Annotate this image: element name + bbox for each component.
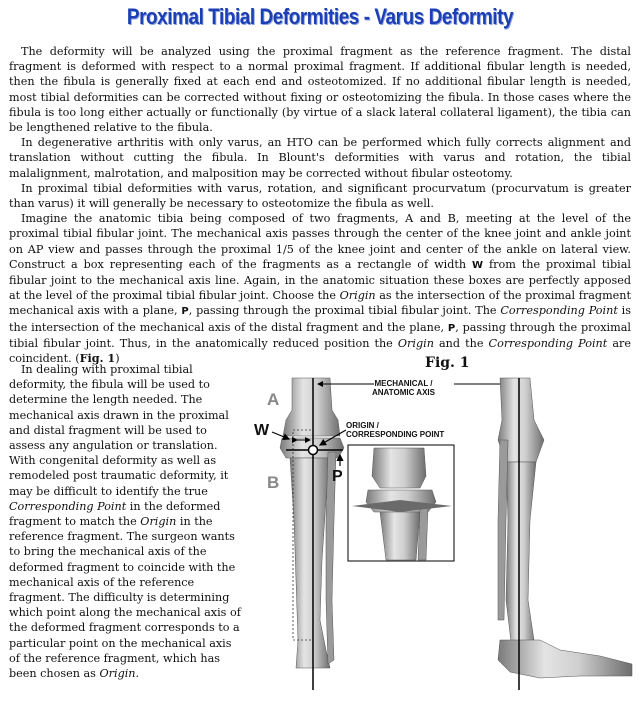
lateral-leg [498,378,632,678]
femur-bone [283,378,340,436]
p4-corr2: Corresponding Point [488,336,608,350]
axis-label-line-2: ANATOMIC AXIS [372,388,435,397]
p5-corr: Corresponding Point [9,499,127,513]
label-a: A [267,390,280,409]
p4-text-c: as the intersection of the proximal fragment mechanical axis with a plane, [9,289,631,318]
origin-label-line-1: ORIGIN / [346,421,379,430]
p4-w: W [472,259,484,271]
paragraph-3: In proximal tibial deformities with varus, rotation, and significant procurvatum (procurvatum is greater than varus) it will generally be necessary to osteotomize the fibula as well. [9,181,631,211]
p4-text-b: from the proximal tibial fibular joint to the mechanical axis line. Again, in the anatomic situation these boxes are perfectly apposed at the level of the proximal tibial fibular joint. Choose the [9,257,631,303]
p4-text-a: Imagine the anatomic tibia being composed of two fragments, A and B, meeting at the level of the proximal tibial fibular joint. The mechanical axis passes through the center of the knee joint and ankle joint on AP view and passes through the proximal 1/5 of the knee joint and center of the ankle on lateral view. Construct a box representing each of the fragments as a rectangle of width [9,212,631,271]
p4-text-h: are coincident. ( [9,336,631,366]
p4-fig-ref: Fig. 1 [79,351,116,366]
label-p: P [332,468,343,485]
label-b: B [267,473,280,492]
p4-text-e: is the intersection of the mechanical axis of the distal fragment and the plane, [9,304,631,334]
p4-origin2: Origin [397,336,434,350]
p4-text-d: , passing through the proximal tibial fibular joint. The [188,304,501,318]
page-title: Proximal Tibial Deformities - Varus Deformity [126,4,514,29]
axis-label [372,379,435,397]
p4-p2: P [447,322,456,334]
p4-text-g: and the [433,336,489,350]
p4-corr: Corresponding Point [500,304,618,318]
p5-text-d: . [135,667,140,681]
origin-label-line-2: CORRESPONDING POINT [346,430,445,439]
p5-origin2: Origin [99,667,136,681]
paragraph-2: In degenerative arthritis with only varus, an HTO can be performed which fully corrects alignment and translation without cutting the fibula. In Blount's deformities with varus and rotation, the tibial malalignment, malrotation, and malposition may be corrected without fibular osteotomy. [9,136,631,180]
p5-text-c: in the reference fragment. The surgeon wants to bring the mechanical axis of the deformed fragment to coincide with the mechanical axis of the reference fragment. The difficulty is determining which point along the mechanical axis of the deformed fragment corresponds to a particular point on the mechanical axis of the reference fragment, which has been chosen as [9,515,241,681]
p5-origin: Origin [140,515,177,529]
origin-point [309,446,318,455]
paragraph-1: The deformity will be analyzed using the proximal fragment as the reference fragment. The distal fragment is deformed with respect to a normal proximal fragment. If additional fibular length is needed, then the fibula is generally fixed at each end and osteotomized. If no additional fibular length is needed, most tibial deformities can be corrected without fixing or osteotomizing the fibula. In those cases where the fibula is too long either actually or functionally (by virtue of a slack lateral collateral ligament), the tibia can be lengthened relative to the fibula. [9,45,631,135]
origin-label [346,421,444,439]
p4-text-i: ) [115,352,120,366]
p4-origin: Origin [339,289,376,303]
axis-label-line-1: MECHANICAL / [374,379,433,388]
figure-title: Fig. 1 [425,355,470,371]
tibia-bone [290,458,330,668]
p4-p: P [181,306,189,318]
p5-text-a: In dealing with proximal tibial deformity, the fibula will be used to determine the length needed. The mechanical axis drawn in the proximal and distal fragment will be used to assess any angulation or translation. With congenital deformity as well as remodeled post traumatic deformity, it may be difficult to identify the true [9,363,229,498]
label-w: W [254,422,270,439]
p4-text-f: , passing through the proximal tibial fibular joint. Thus, in the anatomically reduced position the [9,320,631,350]
p5-text-b: in the deformed fragment to match the [9,499,221,529]
